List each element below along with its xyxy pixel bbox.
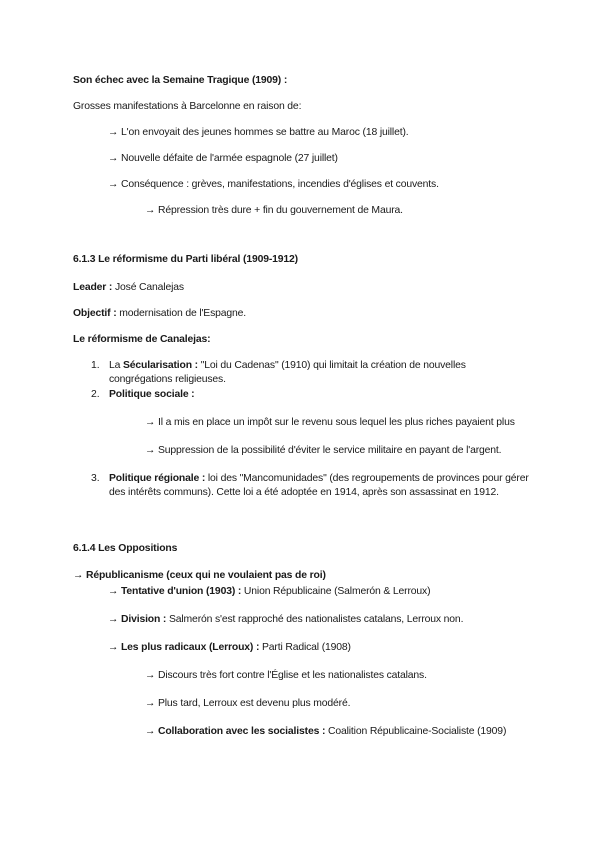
- collaboration-label: Collaboration avec les socialistes :: [157, 726, 326, 737]
- tentative-value: Union Républicaine (Salmerón & Lerroux): [241, 586, 431, 597]
- list-item-prefix: La: [109, 360, 123, 371]
- bullet-item: → L'on envoyait des jeunes hommes se battre au Maroc (18 juillet).: [108, 127, 409, 138]
- arrow: →: [145, 726, 158, 737]
- objectif-value: modernisation de l'Espagne.: [116, 308, 247, 319]
- republicanisme-line: → Républicanisme (ceux qui ne voulaient pas de roi): [73, 570, 326, 581]
- list-item-politique-regionale: [109, 472, 529, 500]
- list-number: 3.: [91, 473, 100, 484]
- sub-bullet-item: → Discours très fort contre l'Église et les nationalistes catalans.: [145, 670, 427, 681]
- tentative-line: [108, 585, 430, 599]
- sub-bullet-item: → Répression très dure + fin du gouvernement de Maura.: [145, 205, 403, 216]
- division-line: [108, 613, 463, 627]
- section-heading-reformisme: 6.1.3 Le réformisme du Parti libéral (1909-1912): [73, 254, 298, 265]
- list-number: 1.: [91, 360, 100, 371]
- radicaux-label: Les plus radicaux (Lerroux) :: [120, 642, 260, 653]
- sub-bullet-item: → Suppression de la possibilité d'éviter le service militaire en payant de l'argent.: [145, 445, 502, 456]
- bullet-item: → Conséquence : grèves, manifestations, incendies d'églises et couvents.: [108, 179, 439, 190]
- radicaux-line: [108, 641, 351, 655]
- arrow: →: [108, 642, 121, 653]
- section-heading-semaine-tragique: Son échec avec la Semaine Tragique (1909) :: [73, 75, 288, 86]
- bullet-item: → Nouvelle défaite de l'armée espagnole (27 juillet): [108, 153, 338, 164]
- list-item-label: Sécularisation :: [123, 360, 198, 371]
- objectif-label: Objectif :: [73, 308, 117, 319]
- radicaux-value: Parti Radical (1908): [259, 642, 351, 653]
- tentative-label: Tentative d'union (1903) :: [120, 586, 242, 597]
- section-heading-oppositions: 6.1.4 Les Oppositions: [73, 543, 178, 554]
- arrow: →: [108, 614, 121, 625]
- leader-label: Leader :: [73, 282, 113, 293]
- leader-line: [73, 281, 184, 295]
- list-item-secularisation: [109, 359, 519, 387]
- division-value: Salmerón s'est rapproché des nationalistes catalans, Lerroux non.: [166, 614, 464, 625]
- collaboration-value: Coalition Républicaine-Socialiste (1909): [325, 726, 507, 737]
- arrow: →: [108, 586, 121, 597]
- list-number: 2.: [91, 389, 100, 400]
- objectif-line: [73, 307, 246, 321]
- list-item-text: "Loi du Cadenas" (1910) qui limitait la création de nouvelles congrégations religieuses.: [109, 360, 466, 385]
- reform-subheading: Le réformisme de Canalejas:: [73, 334, 211, 345]
- division-label: Division :: [120, 614, 167, 625]
- list-item-label: Politique régionale :: [109, 473, 206, 484]
- paragraph-intro: Grosses manifestations à Barcelonne en raison de:: [73, 101, 302, 112]
- leader-value: José Canalejas: [112, 282, 184, 293]
- sub-bullet-item: → Il a mis en place un impôt sur le revenu sous lequel les plus riches payaient plus: [145, 417, 515, 428]
- list-item-politique-sociale: Politique sociale :: [109, 389, 195, 400]
- sub-bullet-item: → Plus tard, Lerroux est devenu plus modéré.: [145, 698, 351, 709]
- list-item-text: loi des "Mancomunidades" (des regroupements de provinces pour gérer des intérêts communs). Cette loi a été adoptée en 1914, après son assassinat en 1912.: [109, 473, 529, 498]
- collaboration-line: [145, 725, 506, 739]
